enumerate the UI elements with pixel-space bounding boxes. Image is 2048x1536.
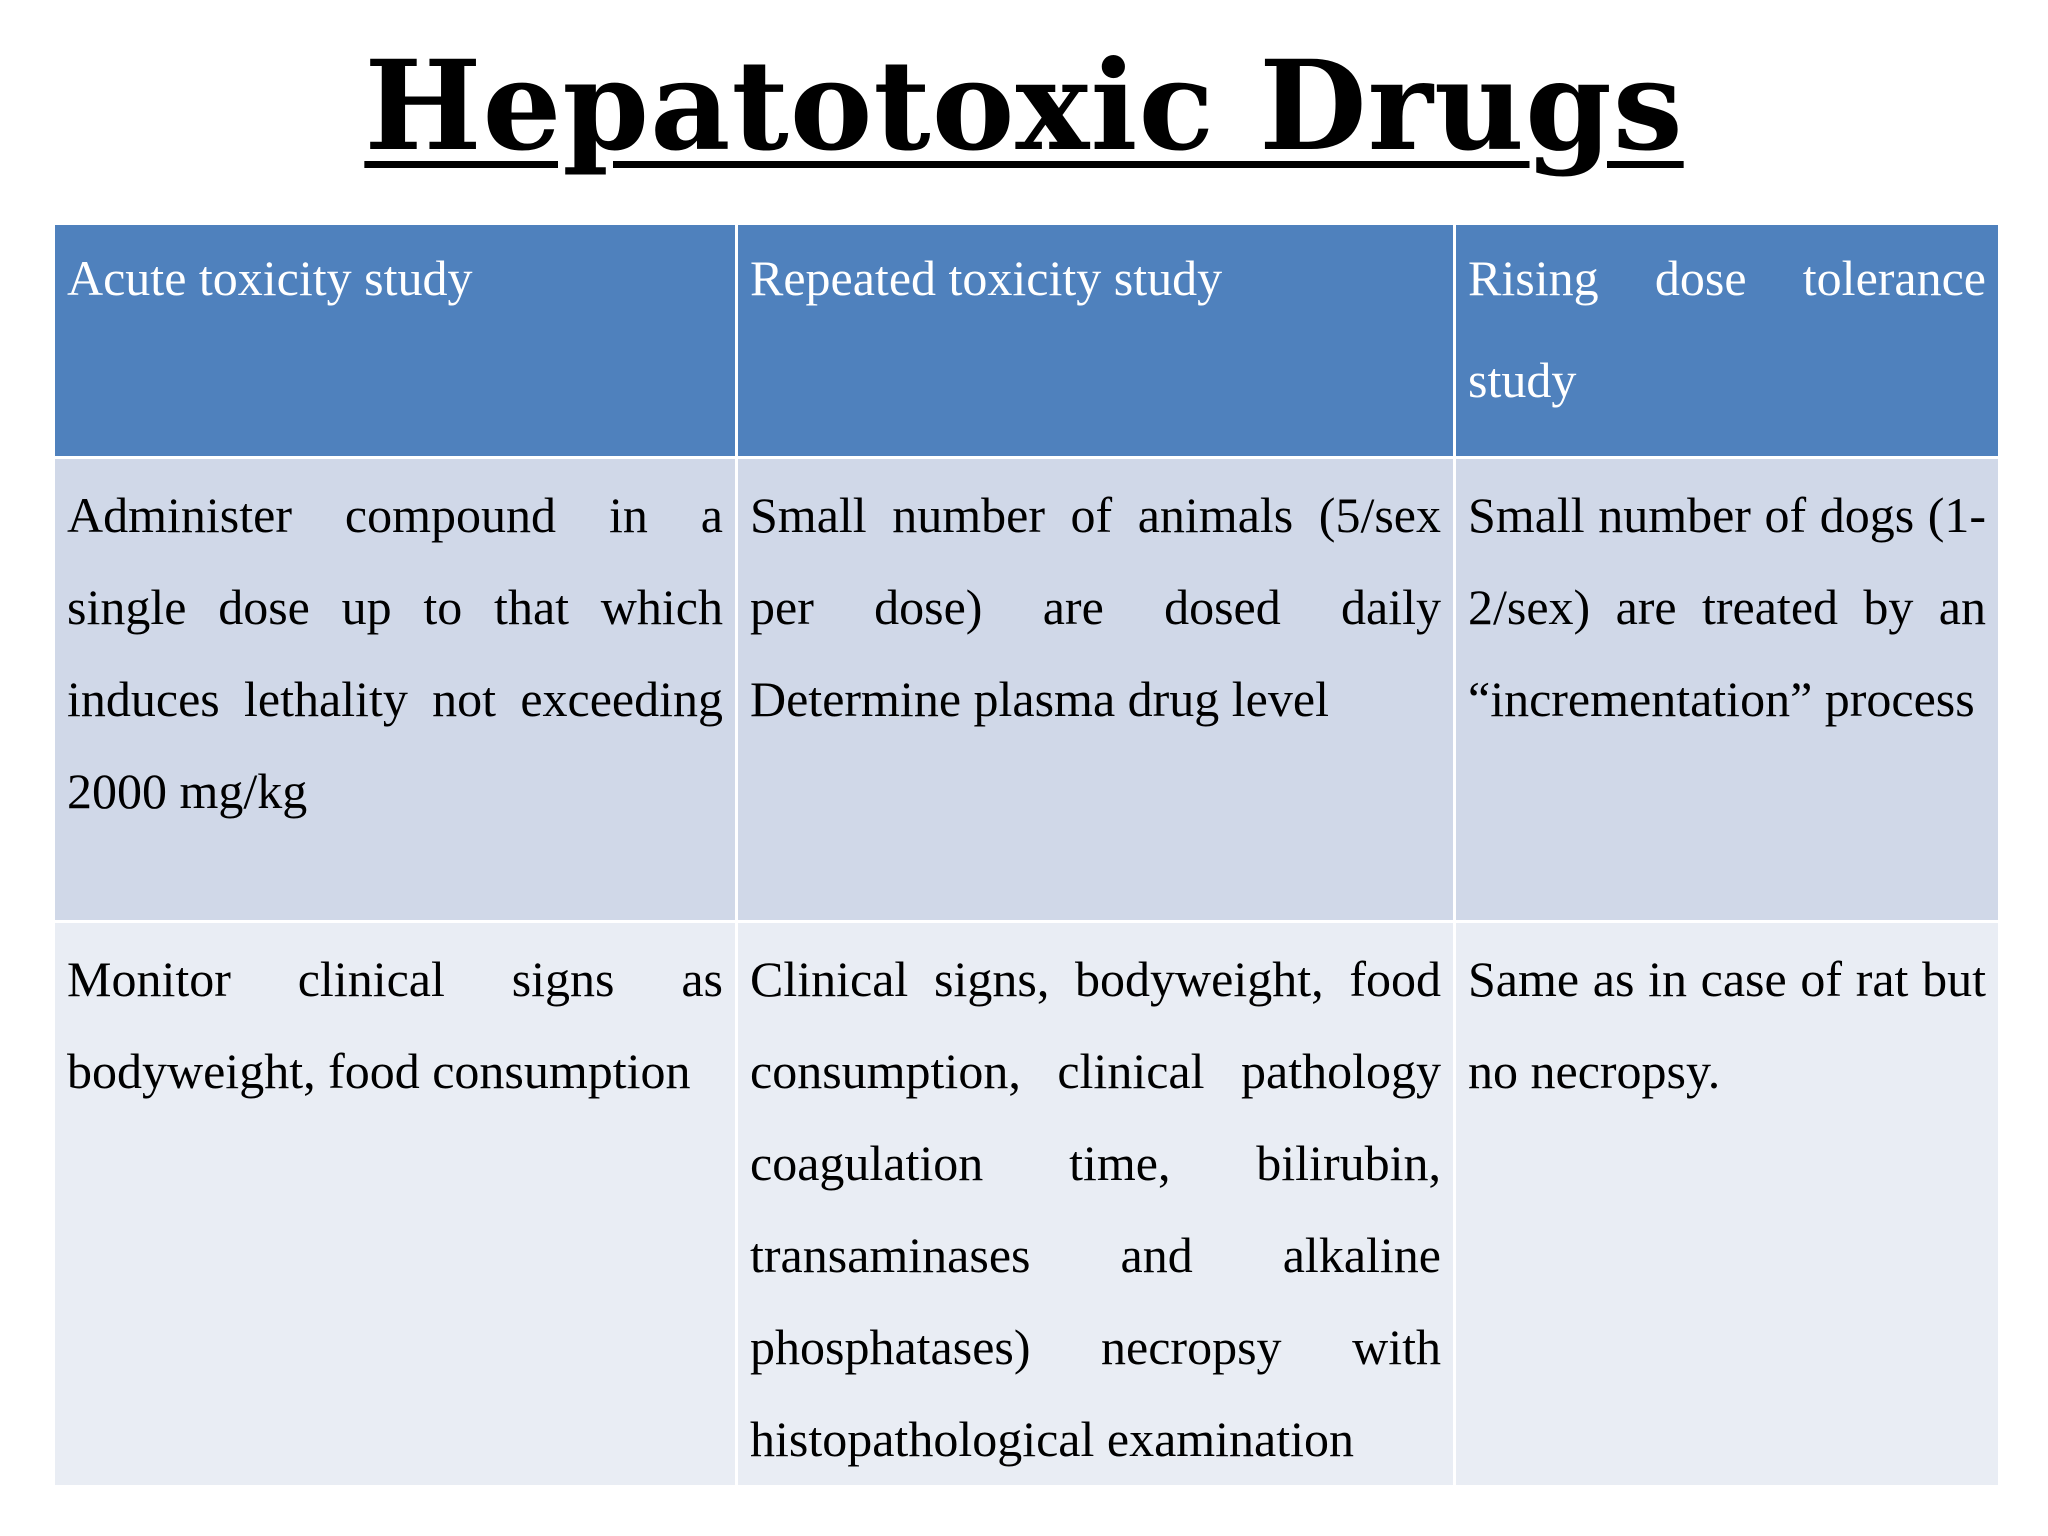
header-repeated-toxicity: Repeated toxicity study xyxy=(737,224,1455,458)
header-acute-toxicity: Acute toxicity study xyxy=(54,224,737,458)
table-cell: Administer compound in a single dose up to that which induces lethality not exceeding 2000 mg/kg xyxy=(54,458,737,922)
table-cell: Same as in case of rat but no necropsy. xyxy=(1455,922,2000,1487)
table-cell: Small number of dogs (1- 2/sex) are treated by an “incrementation” process xyxy=(1455,458,2000,922)
table-cell: Monitor clinical signs as bodyweight, food consumption xyxy=(54,922,737,1487)
table-cell: Small number of animals (5/sex per dose) are dosed daily Determine plasma drug level xyxy=(737,458,1455,922)
table-cell: Clinical signs, bodyweight, food consumption, clinical pathology coagulation time, bilirubin, transaminases and alkaline phosphatases) necropsy with histopathological examination xyxy=(737,922,1455,1487)
table-header-row xyxy=(54,224,2000,458)
slide-title-text: Hepatotoxic Drugs xyxy=(364,34,1684,179)
toxicity-study-table xyxy=(52,222,2001,1488)
table-row xyxy=(54,458,2000,922)
table-row xyxy=(54,922,2000,1487)
header-rising-dose-tolerance: Rising dose tolerance study xyxy=(1455,224,2000,458)
slide-title xyxy=(0,34,2048,179)
